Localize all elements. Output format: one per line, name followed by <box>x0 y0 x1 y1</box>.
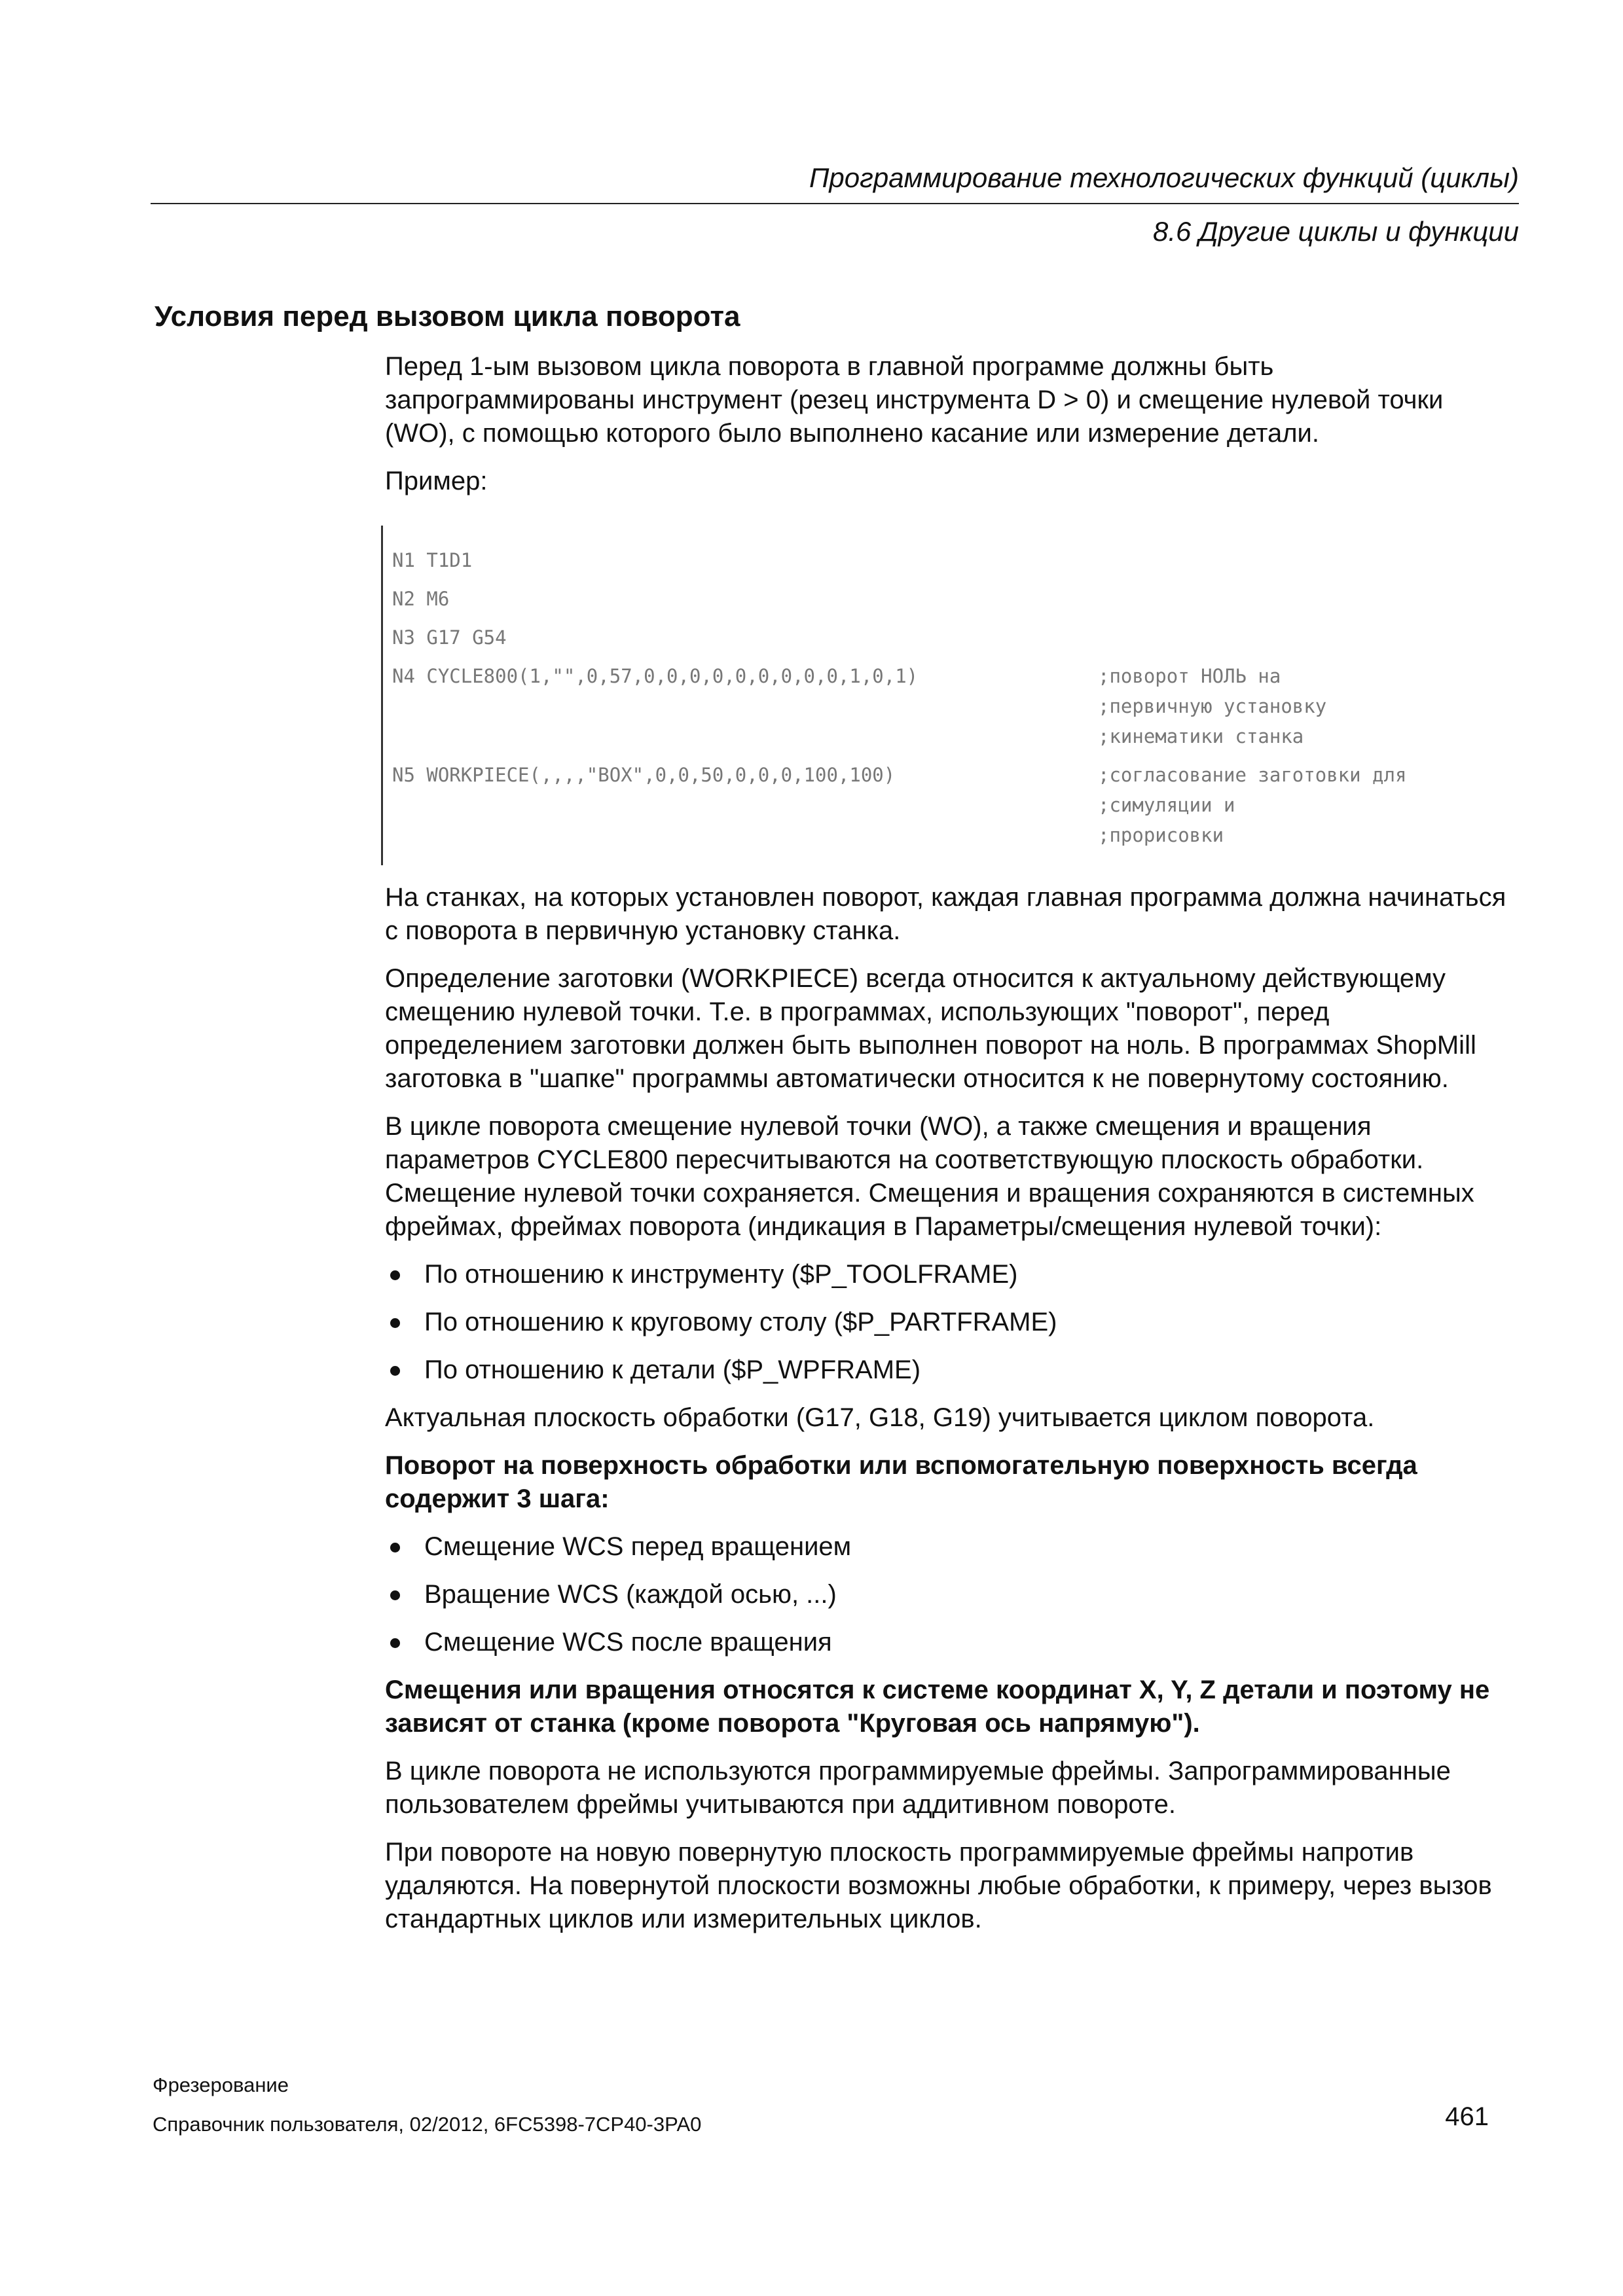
paragraph: Актуальная плоскость обработки (G17, G18, G19) учитывается циклом поворота. <box>385 1403 1375 1432</box>
code-line <box>392 760 1511 850</box>
code-line <box>392 622 1511 653</box>
list-item: По отношению к детали ($P_WPFRAME) <box>385 1354 1511 1387</box>
section-title: 8.6 Другие циклы и функции <box>1152 216 1519 247</box>
code-command: N3 G17 G54 <box>392 626 507 649</box>
paragraph: В цикле поворота не используются программируемые фреймы. Запрограммированные пользователем фреймы учитываются при аддитивном повороте. <box>385 1757 1451 1819</box>
list-item: По отношению к круговому столу ($P_PARTFRAME) <box>385 1306 1511 1339</box>
page-header <box>151 162 1519 247</box>
list-item: Вращение WCS (каждой осью, ...) <box>385 1578 1511 1611</box>
code-command: N5 WORKPIECE(,,,,"BOX",0,0,50,0,0,0,100,100) <box>392 764 896 786</box>
list-item: По отношению к инструменту ($P_TOOLFRAME) <box>385 1258 1511 1291</box>
code-comment: ;поворот НОЛЬ на ;первичную установку ;кинематики станка <box>1098 665 1327 747</box>
code-command: N1 T1D1 <box>392 549 473 571</box>
code-example <box>381 526 1511 865</box>
code-line <box>392 661 1511 751</box>
frames-list <box>385 1258 1511 1387</box>
code-comment: ;согласование заготовки для ;симуляции и ;прорисовки <box>1098 764 1407 846</box>
code-command: N4 CYCLE800(1,"",0,57,0,0,0,0,0,0,0,0,0,1,0,1) <box>392 665 919 687</box>
intro-paragraph: Перед 1-ым вызовом цикла поворота в главной программе должны быть запрограммированы инструмент (резец инструмента D > 0) и смещение нулевой точки (WO), с помощью которого было выполнено касание или измерение детали. <box>385 352 1444 448</box>
chapter-title: Программирование технологических функций (циклы) <box>151 162 1519 204</box>
code-command: N2 M6 <box>392 588 450 610</box>
code-line <box>392 584 1511 614</box>
section-heading: Условия перед вызовом цикла поворота <box>155 300 740 332</box>
page-number: 461 <box>1445 2102 1489 2131</box>
paragraph: Определение заготовки (WORKPIECE) всегда относится к актуальному действующему смещению нулевой точки. Т.е. в программах, использующих "поворот", перед определением заготовки должен быть выполнен поворот на ноль. В программах ShopMill заготовка в "шапке" программы автоматически относится к не повернутому состоянию. <box>385 964 1476 1093</box>
list-item: Смещение WCS после вращения <box>385 1626 1511 1659</box>
bold-paragraph: Поворот на поверхность обработки или вспомогательную поверхность всегда содержит 3 шага: <box>385 1451 1417 1513</box>
code-line <box>392 545 1511 575</box>
footer-product: Фрезерование <box>153 2073 289 2096</box>
paragraph: В цикле поворота смещение нулевой точки (WO), а также смещения и вращения параметров CYCLE800 пересчитываются на соответствующую плоскость обработки. Смещение нулевой точки сохраняется. Смещения и вращения сохраняются в системных фреймах, фреймах поворота (индикация в Параметры/смещения нулевой точки): <box>385 1112 1474 1241</box>
list-item: Смещение WCS перед вращением <box>385 1530 1511 1564</box>
paragraph: На станках, на которых установлен поворот, каждая главная программа должна начинаться с поворота в первичную установку станка. <box>385 883 1506 945</box>
bold-paragraph: Смещения или вращения относятся к системе координат X, Y, Z детали и поэтому не зависят от станка (кроме поворота "Круговая ось напрямую"). <box>385 1676 1490 1738</box>
example-label: Пример: <box>385 467 488 495</box>
main-content <box>385 350 1511 1950</box>
paragraph: При повороте на новую повернутую плоскость программируемые фреймы напротив удаляются. На повернутой плоскости возможны любые обработки, к примеру, через вызов стандартных циклов или измерительных циклов. <box>385 1838 1492 1933</box>
footer-manual-info: Справочник пользователя, 02/2012, 6FC5398-7CP40-3PA0 <box>153 2113 702 2136</box>
steps-list <box>385 1530 1511 1659</box>
